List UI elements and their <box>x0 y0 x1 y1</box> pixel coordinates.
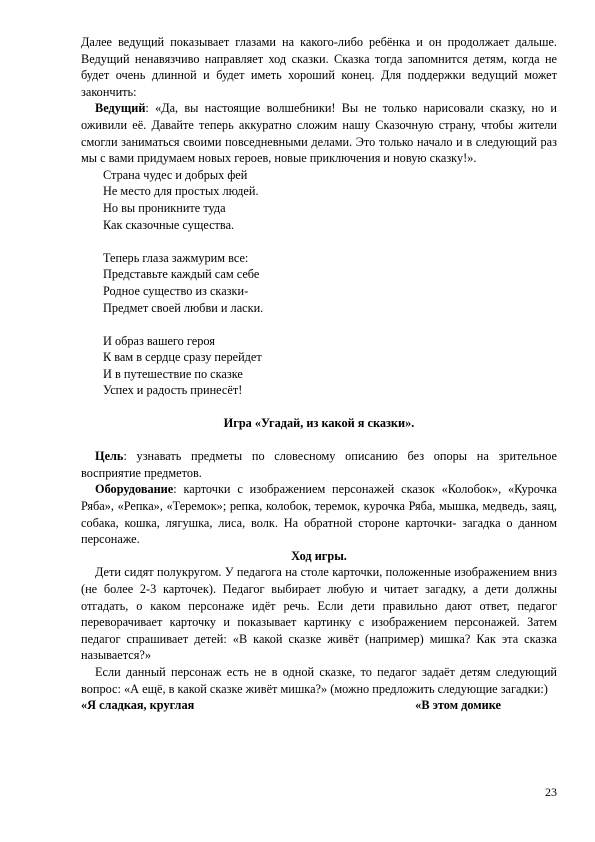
poem-line: Теперь глаза зажмурим все: <box>103 250 249 265</box>
intro-paragraph: Далее ведущий показывает глазами на какого-либо ребёнка и он продолжает дальше. Ведущий ненавязчиво направляет ход сказки. Сказка тогда запомнится детям, когда не будет очень длинной и будет иметь хороший конец. Для поддержки ведущий может закончить: <box>81 35 557 99</box>
equipment-text: : карточки с изображением персонажей сказок «Колобок», «Курочка Ряба», «Репка», «Теремок»; репка, колобок, теремок, курочка Ряба, мышка, медведь, заяц, собака, кошка, лягушка, лиса, волк. На обратной стороне карточки- загадка о данном персонаже. <box>81 482 557 547</box>
goal-text: : узнавать предметы по словесному описанию без опоры на зрительное восприятие предметов. <box>81 449 557 480</box>
poem-stanza <box>103 167 557 233</box>
poem-line: К вам в сердце сразу перейдет <box>103 350 262 365</box>
course-paragraph: Если данный персонаж есть не в одной сказке, то педагог задаёт детям следующий вопрос: «А ещё, в какой сказке живёт мишка?» (можно предложить следующие загадки:) <box>81 664 557 696</box>
riddle-left: «Я сладкая, круглая <box>81 698 195 713</box>
equipment-paragraph <box>81 481 557 547</box>
course-paragraph: Дети сидят полукругом. У педагога на столе карточки, положенные изображением вниз (не более 2-3 карточек). Педагог выбирает любую и читает загадку, а дети должны отгадать, о каком персонаже идёт речь. Если дети правильно дают ответ, педагог переворачивает карточку и показывает картинку с изображением персонажей. Затем педагог спрашивает детей: «В какой сказке живёт (например) мишка? Как эта сказка называется?» <box>81 565 557 663</box>
poem-line: Предмет своей любви и ласки. <box>103 300 264 315</box>
poem-line: Родное существо из сказки- <box>103 283 249 298</box>
poem-line: Представьте каждый сам себе <box>103 267 260 282</box>
course-title: Ход игры. <box>291 548 347 563</box>
riddles-row <box>81 697 557 714</box>
poem-line: Успех и радость принесёт! <box>103 383 243 398</box>
game-title: Игра «Угадай, из какой я сказки». <box>223 416 415 431</box>
poem <box>103 167 557 399</box>
poem-stanza <box>103 250 557 316</box>
speaker-text: : «Да, вы настоящие волшебники! Вы не только нарисовали сказку, но и оживили её. Давайте теперь аккуратно сложим нашу Сказочную страну, чтобы жители смогли заниматься своими повседневными делами. Это только начало и в следующий раз мы с вами придумаем новых героев, новые приключения и новую сказку!». <box>81 101 557 166</box>
goal-label: Цель <box>95 449 124 464</box>
speaker-paragraph <box>81 100 557 166</box>
poem-line: И в путешествие по сказке <box>103 366 243 381</box>
equipment-label: Оборудование <box>95 482 174 497</box>
poem-line: Но вы проникните туда <box>103 200 226 215</box>
poem-line: Как сказочные существа. <box>103 217 235 232</box>
poem-stanza <box>103 333 557 399</box>
poem-line: И образ вашего героя <box>103 333 215 348</box>
riddle-right: «В этом домике <box>415 698 501 713</box>
speaker-label: Ведущий <box>95 101 146 116</box>
poem-line: Страна чудес и добрых фей <box>103 167 248 182</box>
poem-line: Не место для простых людей. <box>103 184 259 199</box>
page-number: 23 <box>545 785 557 799</box>
page-content <box>81 34 557 714</box>
goal-paragraph <box>81 448 557 481</box>
